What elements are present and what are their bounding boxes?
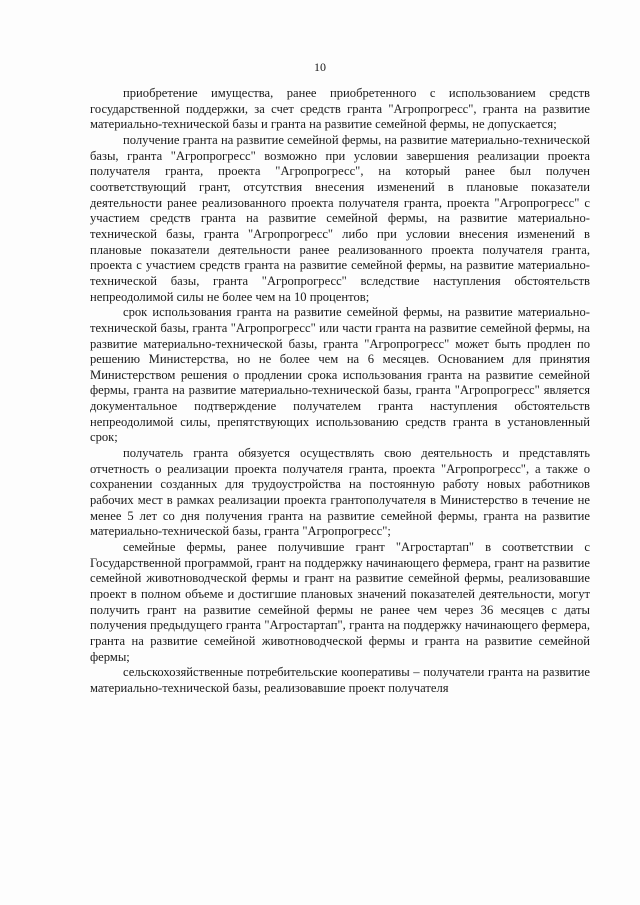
paragraph-property-acquisition: приобретение имущества, ранее приобретенного с использованием средств государственной поддержки, за счет средств гранта "Агропрогресс", гранта на развитие материально-технической базы и гранта на развитие семейной фермы, не допускается; — [90, 86, 590, 132]
paragraph-grant-term: срок использования гранта на развитие семейной фермы, на развитие материально-технической базы, гранта "Агропрогресс" или части гранта на развитие семейной фермы, на развитие материально-технической базы, гранта "Агропрогресс" может быть продлен по решению Министерства, но не более чем на 6 месяцев. Основанием для принятия Министерством решения о продлении срока использования гранта на развитие семейной фермы, гранта на развитие материально-технической базы, гранта "Агропрогресс" является документальное подтверждение получателем гранта наступления обстоятельств непреодолимой силы, препятствующих использованию средств гранта в установленный срок; — [90, 305, 590, 445]
paragraph-cooperatives: сельскохозяйственные потребительские кооперативы – получатели гранта на развитие материально-технической базы, реализовавшие проект получателя — [90, 665, 590, 695]
paragraph-recipient-obligations: получатель гранта обязуется осуществлять свою деятельность и представлять отчетность о реализации проекта получателя гранта, проекта "Агропрогресс", а также о сохранении созданных для трудоустройства на постоянную работу новых работников рабочих мест в рамках реализации проекта грантополучателя в Министерство в течение не менее 5 лет со дня получения гранта на развитие семейной фермы, гранта на развитие материально-технической базы, гранта "Агропрогресс"; — [90, 446, 590, 539]
document-body — [90, 86, 590, 697]
page-number: 10 — [314, 60, 326, 74]
paragraph-family-farms: семейные фермы, ранее получившие грант "Агростартап" в соответствии с Государственной программой, грант на поддержку начинающего фермера, грант на развитие семейной животноводческой фермы и грант на развитие семейной фермы, реализовавшие проект в полном объеме и достигшие плановых значений показателей деятельности, могут получить грант на развитие семейной фермы не ранее чем через 36 месяцев с даты получения предыдущего гранта "Агростартап", гранта на поддержку начинающего фермера, гранта на развитие семейной животноводческой фермы и гранта на развитие семейной фермы; — [90, 540, 590, 664]
paragraph-grant-conditions: получение гранта на развитие семейной фермы, на развитие материально-технической базы, гранта "Агропрогресс" возможно при условии завершения реализации проекта получателя гранта, проекта "Агропрогресс", на который ранее был получен соответствующий грант, отсутствия внесения изменений в плановые показатели деятельности ранее реализованного проекта получателя гранта, проекта "Агропрогресс" с участием средств гранта на развитие семейной фермы, на развитие материально-технической базы, гранта "Агропрогресс" либо при условии внесения изменений в плановые показатели деятельности ранее реализованного проекта получателя гранта, проекта с участием средств гранта на развитие семейной фермы, на развитие материально-технической базы, гранта "Агропрогресс" вследствие наступления обстоятельств непреодолимой силы не более чем на 10 процентов; — [90, 132, 590, 304]
